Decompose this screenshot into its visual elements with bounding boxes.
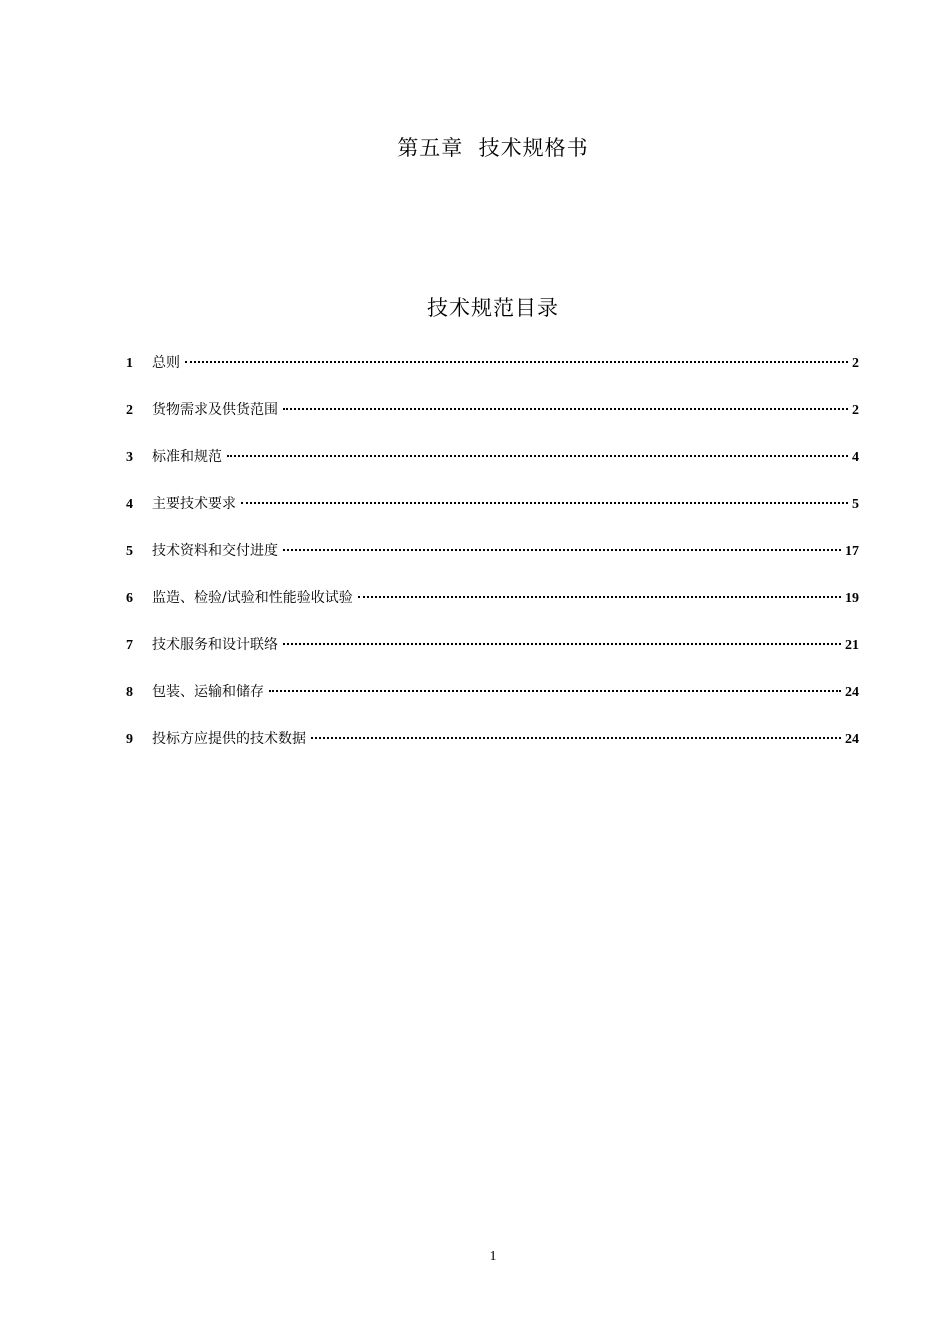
toc-entry-text: 标准和规范	[152, 449, 222, 465]
toc-entry-8[interactable]	[126, 682, 859, 729]
toc-entry-page: 2	[852, 356, 859, 371]
toc-entry-number: 7	[126, 638, 133, 653]
toc-entry-number: 1	[126, 356, 133, 371]
toc-dot-leader	[358, 596, 841, 598]
toc-entry-page: 17	[845, 544, 859, 559]
toc-entry-number: 2	[126, 403, 133, 418]
toc-entry-page: 5	[852, 497, 859, 512]
toc-entry-number: 5	[126, 544, 133, 559]
table-of-contents	[126, 353, 859, 776]
toc-dot-leader	[283, 549, 841, 551]
toc-entry-number: 9	[126, 732, 133, 747]
toc-entry-text: 总则	[152, 355, 180, 371]
toc-entry-1[interactable]	[126, 353, 859, 400]
toc-entry-page: 4	[852, 450, 859, 465]
toc-entry-number: 3	[126, 450, 133, 465]
toc-entry-number: 4	[126, 497, 133, 512]
toc-entry-page: 24	[845, 732, 859, 747]
toc-entry-4[interactable]	[126, 494, 859, 541]
toc-entry-3[interactable]	[126, 447, 859, 494]
toc-entry-5[interactable]	[126, 541, 859, 588]
chapter-title: 第五章 技术规格书	[397, 136, 589, 160]
toc-entry-6[interactable]	[126, 588, 859, 635]
page-number: 1	[489, 1249, 497, 1264]
toc-entry-text: 技术服务和设计联络	[152, 637, 278, 653]
toc-entry-page: 2	[852, 403, 859, 418]
toc-entry-page: 24	[845, 685, 859, 700]
toc-entry-2[interactable]	[126, 400, 859, 447]
toc-entry-9[interactable]	[126, 729, 859, 776]
toc-entry-text: 包装、运输和储存	[152, 684, 264, 700]
toc-entry-page: 21	[845, 638, 859, 653]
toc-dot-leader	[241, 502, 848, 504]
toc-dot-leader	[185, 361, 848, 363]
toc-dot-leader	[283, 643, 841, 645]
toc-dot-leader	[269, 690, 841, 692]
toc-entry-text: 投标方应提供的技术数据	[152, 731, 306, 747]
toc-entry-text: 货物需求及供货范围	[152, 402, 278, 418]
toc-entry-number: 8	[126, 685, 133, 700]
toc-entry-number: 6	[126, 591, 133, 606]
toc-entry-text: 技术资料和交付进度	[152, 543, 278, 559]
toc-dot-leader	[227, 455, 848, 457]
toc-dot-leader	[283, 408, 848, 410]
toc-entry-page: 19	[845, 591, 859, 606]
toc-title: 技术规范目录	[427, 296, 559, 320]
toc-entry-text: 主要技术要求	[152, 496, 236, 512]
toc-entry-text: 监造、检验/试验和性能验收试验	[152, 590, 353, 606]
toc-entry-7[interactable]	[126, 635, 859, 682]
toc-dot-leader	[311, 737, 841, 739]
